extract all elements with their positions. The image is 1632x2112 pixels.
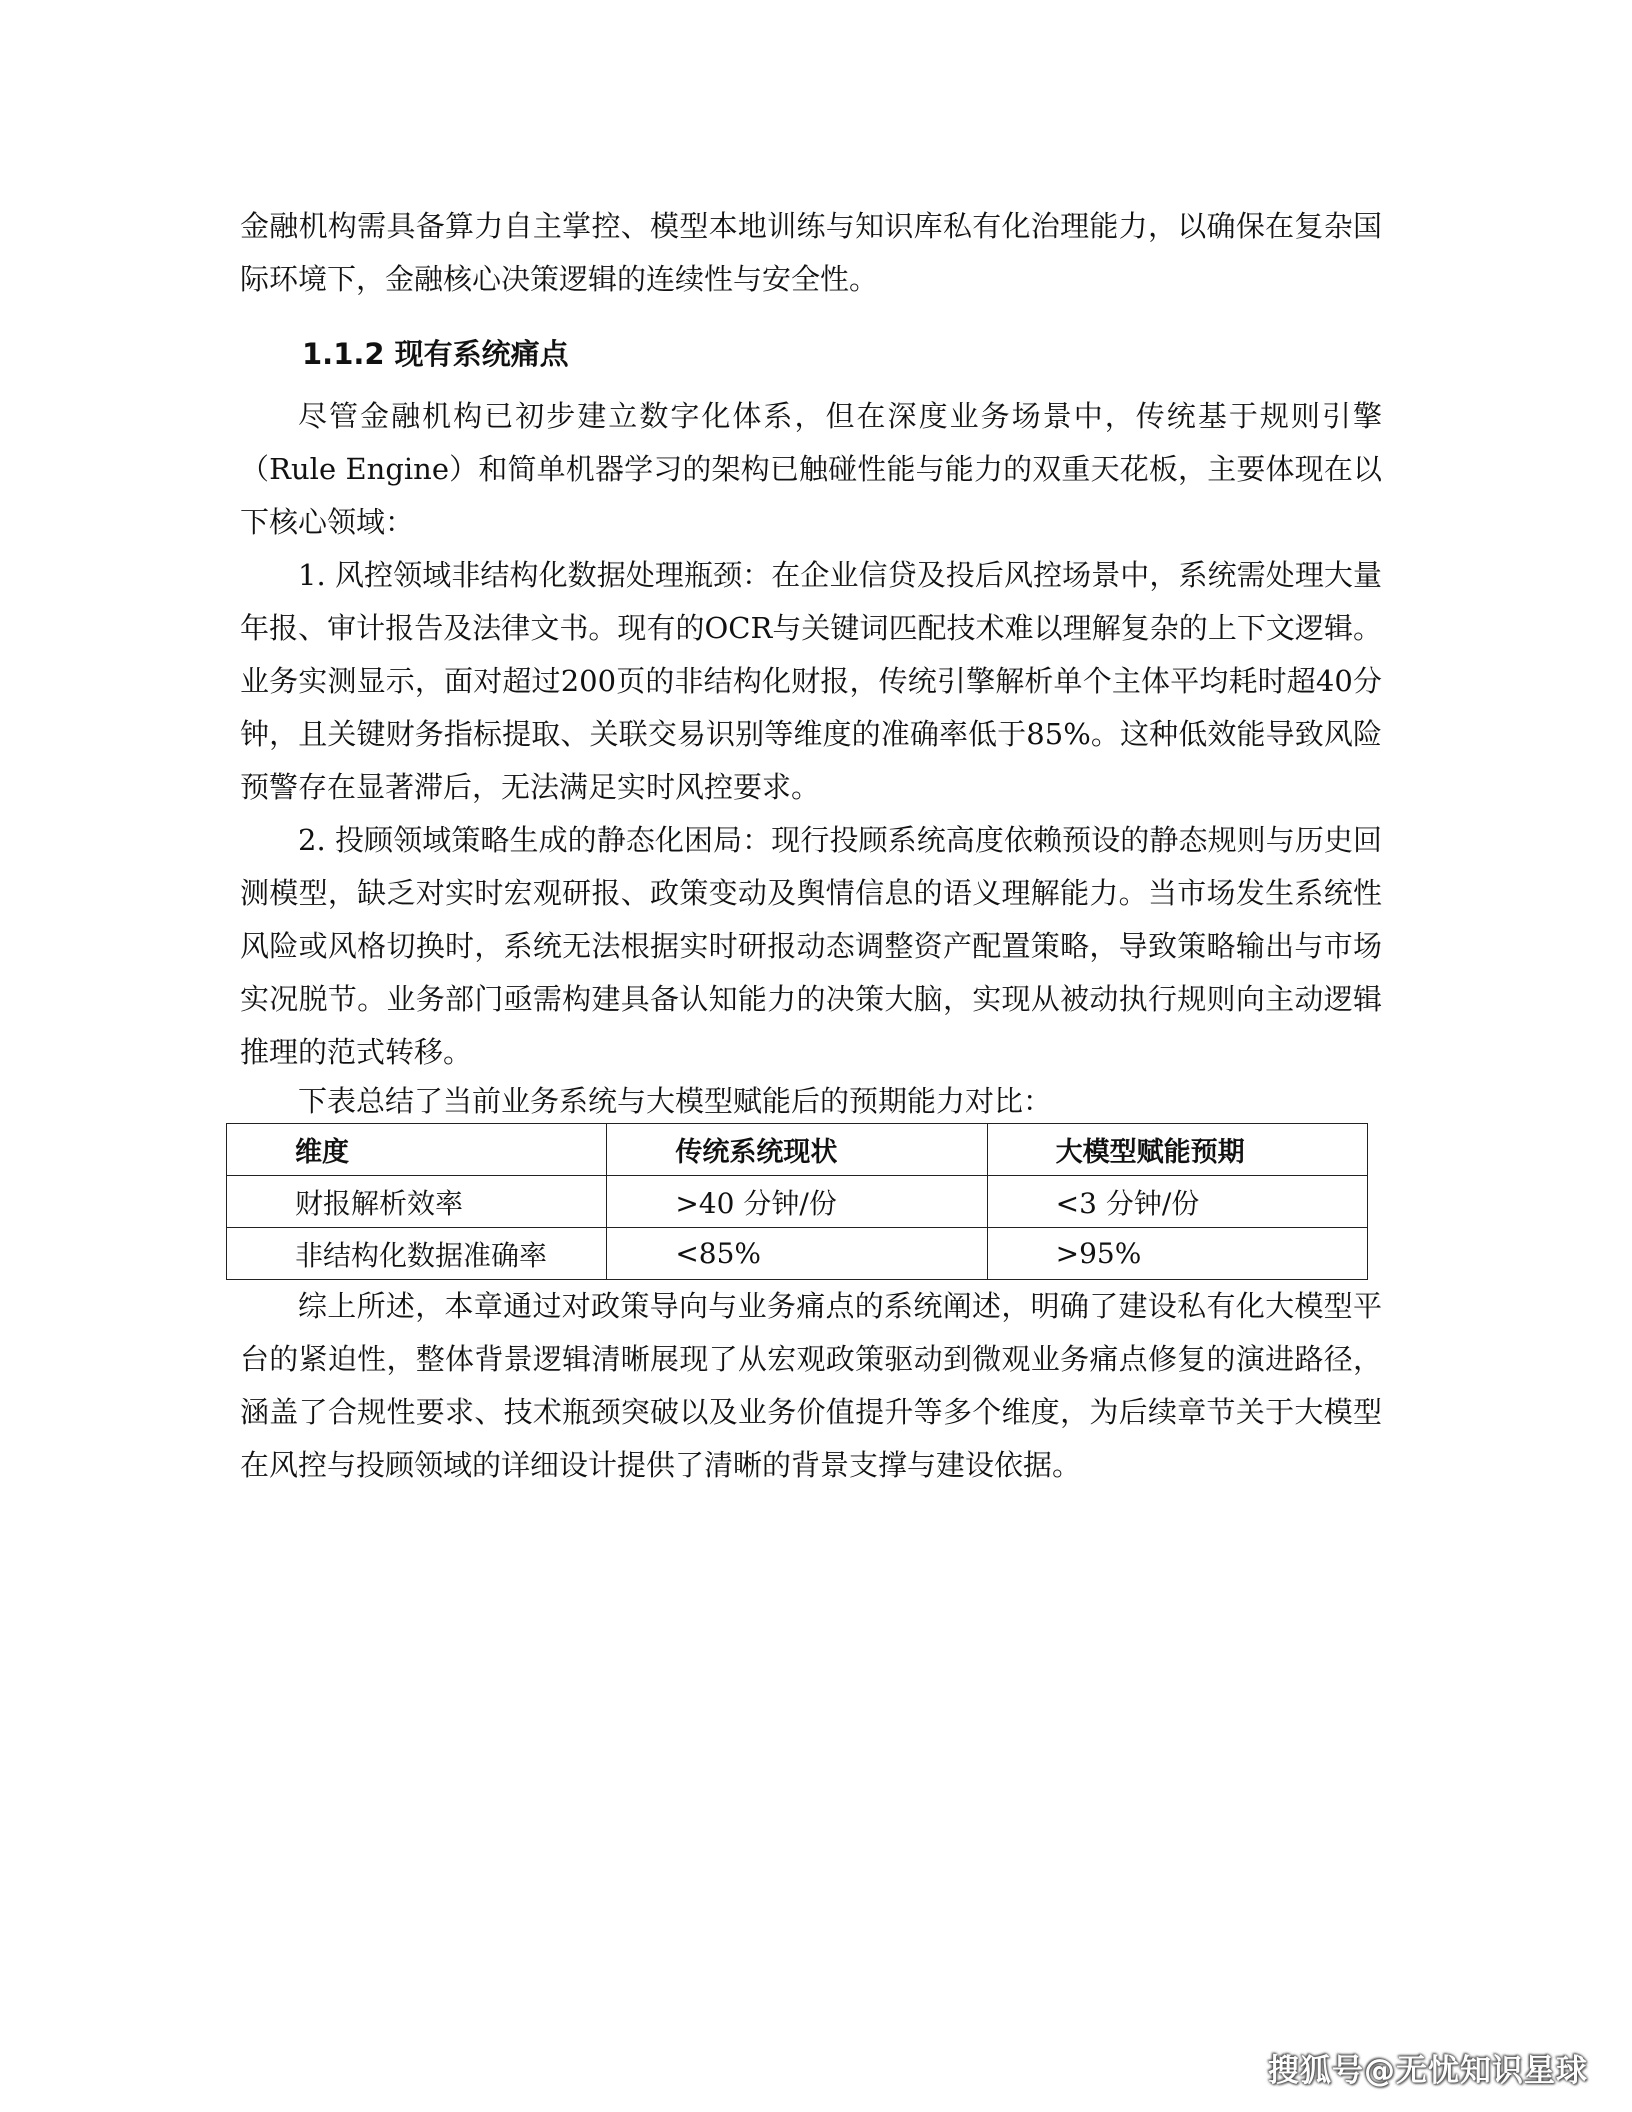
table-row [227, 1176, 1368, 1228]
intro-paragraph: 金融机构需具备算力自主掌控、模型本地训练与知识库私有化治理能力，以确保在复杂国际环境下，金融核心决策逻辑的连续性与安全性。 [240, 209, 1382, 296]
summary-paragraph: 综上所述，本章通过对政策导向与业务痛点的系统阐述，明确了建设私有化大模型平台的紧迫性，整体背景逻辑清晰展现了从宏观政策驱动到微观业务痛点修复的演进路径，涵盖了合规性要求、技术瓶颈突破以及业务价值提升等多个维度，为后续章节关于大模型在风控与投顾领域的详细设计提供了清晰的背景支撑与建设依据。 [240, 1289, 1382, 1482]
table-header-row [227, 1124, 1368, 1176]
list-item-investment-advisory: 2. 投顾领域策略生成的静态化困局：现行投顾系统高度依赖预设的静态规则与历史回测模型，缺乏对实时宏观研报、政策变动及舆情信息的语义理解能力。当市场发生系统性风险或风格切换时，系统无法根据实时研报动态调整资产配置策略，导致策略输出与市场实况脱节。业务部门亟需构建具备认知能力的决策大脑，实现从被动执行规则向主动逻辑推理的范式转移。 [240, 823, 1382, 1069]
table-header-cell: 传统系统现状 [607, 1124, 987, 1176]
document-page [240, 200, 1382, 1492]
section-heading: 1.1.2 现有系统痛点 [302, 337, 569, 371]
watermark: 搜狐号@无忧知识星球 [1268, 2053, 1588, 2089]
table-cell: <3 分钟/份 [987, 1176, 1367, 1228]
table-cell: <85% [607, 1228, 987, 1280]
list-item-risk-control: 1. 风控领域非结构化数据处理瓶颈：在企业信贷及投后风控场景中，系统需处理大量年报、审计报告及法律文书。现有的OCR与关键词匹配技术难以理解复杂的上下文逻辑。业务实测显示，面对超过200页的非结构化财报，传统引擎解析单个主体平均耗时超40分钟，且关键财务指标提取、关联交易识别等维度的准确率低于85%。这种低效能导致风险预警存在显著滞后，无法满足实时风控要求。 [240, 558, 1382, 804]
table-cell: 非结构化数据准确率 [227, 1228, 607, 1280]
table-header-cell: 维度 [227, 1124, 607, 1176]
table-cell: >95% [987, 1228, 1367, 1280]
comparison-table [226, 1123, 1368, 1280]
table-cell: >40 分钟/份 [607, 1176, 987, 1228]
table-row [227, 1228, 1368, 1280]
section-paragraph: 尽管金融机构已初步建立数字化体系，但在深度业务场景中，传统基于规则引擎（Rule Engine）和简单机器学习的架构已触碰性能与能力的双重天花板，主要体现在以下核心领域： [240, 399, 1382, 539]
table-cell: 财报解析效率 [227, 1176, 607, 1228]
table-caption: 下表总结了当前业务系统与大模型赋能后的预期能力对比： [298, 1084, 1053, 1118]
table-header-cell: 大模型赋能预期 [987, 1124, 1367, 1176]
